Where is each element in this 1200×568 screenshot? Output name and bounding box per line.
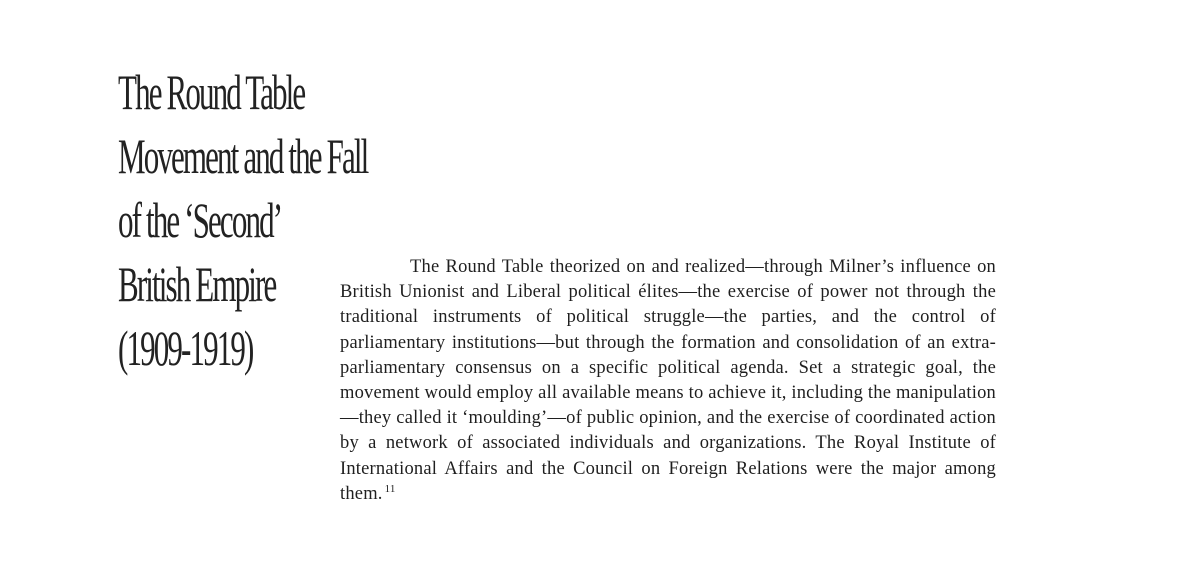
chapter-title-line-3: of the ‘Second’	[118, 192, 282, 248]
body-text	[340, 255, 996, 507]
body-paragraph-text: The Round Table theorized on and realized—through Milner’s influence on British Unionist and Liberal political élites—the exercise of power not through the traditional instruments of political struggle—the parties, and the control of parliamentary institutions—but through the formation and consolidation of an extra-parliamentary consensus on a specific political agenda. Set a strategic goal, the movement would employ all available means to achieve it, including the manipulation—they called it ‘moulding’—of public opinion, and the exercise of coordinated action by a network of associated individuals and organizations. The Royal Institute of International Affairs and the Council on Foreign Relations were the major among them.	[340, 257, 996, 504]
chapter-title-line-2: Movement and the Fall	[118, 128, 368, 184]
chapter-title-line-4: British Empire	[118, 256, 276, 312]
chapter-title-line-5: (1909-1919)	[118, 320, 253, 376]
chapter-title	[118, 60, 378, 380]
body-paragraph	[340, 255, 996, 507]
chapter-title-line-1: The Round Table	[118, 64, 305, 120]
footnote-reference[interactable]: 11	[384, 482, 396, 495]
